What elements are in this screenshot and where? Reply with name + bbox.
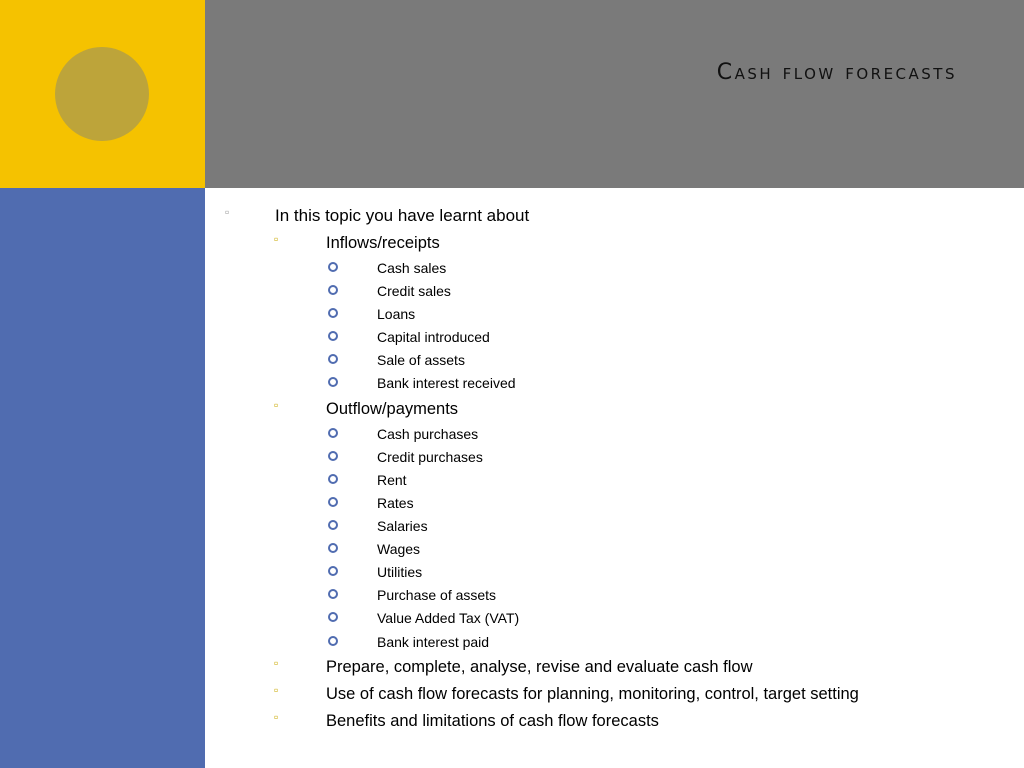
topic-text: Use of cash flow forecasts for planning, monitoring, control, target setting [326,685,859,703]
inflows-heading-text: Inflows/receipts [326,234,440,252]
list-item-text: Bank interest paid [377,634,490,650]
outflows-heading-text: Outflow/payments [326,400,459,418]
list-item [377,587,496,603]
circle-bullet-icon [328,451,338,461]
list-item [377,260,446,276]
square-bullet-icon: ▫ [225,205,230,219]
square-bullet-icon: ▫ [274,232,279,246]
list-item [377,449,483,465]
list-item-text: Utilities [377,564,423,580]
outflows-heading [274,398,459,419]
list-item [377,541,420,557]
list-item [377,518,428,534]
circle-bullet-icon [328,262,338,272]
list-item [377,564,422,580]
circle-bullet-icon [328,331,338,341]
list-item [377,329,490,345]
topic-item [274,656,753,677]
list-item-text: Rates [377,495,414,511]
circle-bullet-icon [328,543,338,553]
circle-bullet-icon [328,497,338,507]
slide-title: Cash flow forecasts [716,60,957,85]
intro-item [225,205,530,226]
list-item [377,283,451,299]
square-bullet-icon: ▫ [274,656,279,670]
list-item [377,610,519,626]
topic-item [274,710,659,731]
square-bullet-icon: ▫ [274,683,279,697]
list-item-text: Purchase of assets [377,587,497,603]
circle-bullet-icon [328,377,338,387]
circle-bullet-icon [328,474,338,484]
topic-item [274,683,859,704]
square-bullet-icon: ▫ [274,398,279,412]
list-item-text: Loans [377,306,416,322]
circle-bullet-icon [328,285,338,295]
circle-bullet-icon [328,428,338,438]
inflows-heading [274,232,440,253]
circle-bullet-icon [328,520,338,530]
circle-bullet-icon [328,612,338,622]
list-item-text: Credit purchases [377,449,483,465]
list-item-text: Bank interest received [377,375,516,391]
list-item [377,352,465,368]
list-item-text: Value Added Tax (VAT) [377,610,520,626]
list-item [377,306,415,322]
circle-bullet-icon [328,308,338,318]
list-item-text: Rent [377,472,407,488]
list-item [377,495,414,511]
list-item-text: Wages [377,541,421,557]
circle-bullet-icon [328,566,338,576]
list-item [377,472,407,488]
list-item-text: Salaries [377,518,428,534]
list-item-text: Cash sales [377,260,447,276]
list-item [377,634,489,650]
list-item-text: Sale of assets [377,352,465,368]
list-item-text: Credit sales [377,283,451,299]
list-item-text: Capital introduced [377,329,490,345]
circle-bullet-icon [328,636,338,646]
square-bullet-icon: ▫ [274,710,279,724]
list-item [377,426,478,442]
intro-text: In this topic you have learnt about [275,206,530,225]
topic-text: Benefits and limitations of cash flow forecasts [326,712,659,730]
topic-text: Prepare, complete, analyse, revise and evaluate cash flow [326,658,753,676]
circle-bullet-icon [328,589,338,599]
list-item [377,375,516,391]
circle-bullet-icon [328,354,338,364]
list-item-text: Cash purchases [377,426,479,442]
